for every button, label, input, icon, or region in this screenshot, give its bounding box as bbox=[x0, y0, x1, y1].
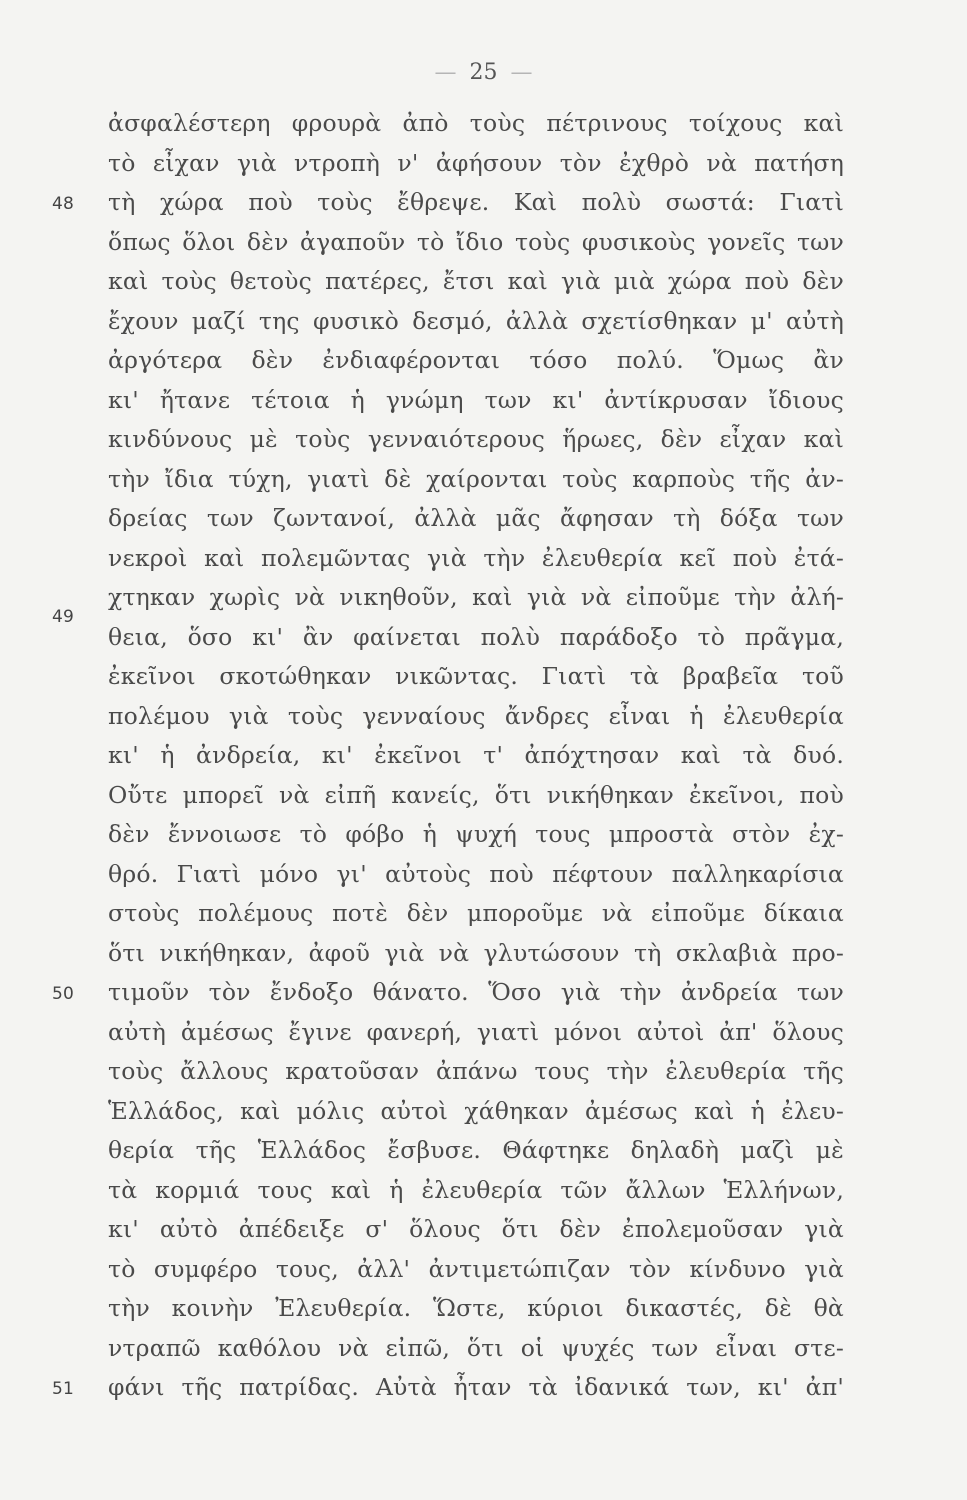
text-line bbox=[108, 1131, 844, 1171]
text-line bbox=[108, 104, 844, 144]
margin-number: 49 bbox=[52, 606, 75, 627]
line-text: δὲν ἔννοιωσε τὸ φόβο ἡ ψυχή τους μπροστὰ στὸν ἐχ- bbox=[108, 820, 844, 848]
text-line bbox=[108, 499, 844, 539]
line-text: θερία τῆς Ἑλλάδος ἔσβυσε. Θάφτηκε δηλαδὴ μαζὶ μὲ bbox=[108, 1136, 844, 1164]
line-text: κι' αὐτὸ ἀπέδειξε σ' ὅλους ὅτι δὲν ἐπολεμοῦσαν γιὰ bbox=[108, 1215, 844, 1243]
line-text: δρείας των ζωντανοί, ἀλλὰ μᾶς ἄφησαν τὴ δόξα των bbox=[108, 504, 844, 532]
line-text: τὴ χώρα ποὺ τοὺς ἔθρεψε. Καὶ πολὺ σωστά: Γιατὶ bbox=[108, 188, 844, 216]
text-line bbox=[108, 460, 844, 500]
line-text: ντραπῶ καθόλου νὰ εἰπῶ, ὅτι οἱ ψυχές των εἶναι στε- bbox=[108, 1333, 844, 1362]
line-text: Οὔτε μπορεῖ νὰ εἰπῆ κανείς, ὅτι νικήθηκαν ἐκεῖνοι, ποὺ bbox=[108, 780, 844, 809]
line-text: κι' ἤτανε τέτοια ἡ γνώμη των κι' ἀντίκρυσαν ἴδιους bbox=[108, 385, 844, 414]
line-text: ὅπως ὅλοι δὲν ἀγαποῦν τὸ ἴδιο τοὺς φυσικοὺς γονεῖς των bbox=[108, 227, 844, 256]
line-text: τὴν ἴδια τύχη, γιατὶ δὲ χαίρονται τοὺς καρποὺς τῆς ἀν- bbox=[108, 464, 844, 493]
line-text: Ἑλλάδος, καὶ μόλις αὐτοὶ χάθηκαν ἀμέσως καὶ ἡ ἐλευ- bbox=[108, 1096, 844, 1125]
text-line bbox=[108, 341, 844, 381]
line-text: ἔχουν μαζί της φυσικὸ δεσμό, ἀλλὰ σχετίσθηκαν μ' αὐτὴ bbox=[108, 306, 844, 335]
text-line bbox=[108, 736, 844, 776]
line-text: τὴν κοινὴν Ἐλευθερία. Ὥστε, κύριοι δικαστές, δὲ θὰ bbox=[108, 1294, 844, 1322]
line-text: θρό. Γιατὶ μόνο γι' αὐτοὺς ποὺ πέφτουν παλληκαρίσια bbox=[108, 859, 844, 888]
line-text: θεια, ὅσο κι' ἂν φαίνεται πολὺ παράδοξο τὸ πρᾶγμα, bbox=[108, 622, 844, 651]
text-line bbox=[108, 776, 844, 816]
line-text: ἀργότερα δὲν ἐνδιαφέρονται τόσο πολύ. Ὅμως ἂν bbox=[108, 346, 844, 374]
text-line bbox=[108, 1013, 844, 1053]
line-text: κινδύνους μὲ τοὺς γενναιότερους ἥρωες, δὲν εἶχαν καὶ bbox=[108, 425, 844, 453]
line-text: τοὺς ἄλλους κρατοῦσαν ἀπάνω τους τὴν ἐλευθερία τῆς bbox=[108, 1057, 844, 1085]
header-dash-left: — bbox=[434, 60, 457, 85]
margin-number: 51 bbox=[52, 1379, 75, 1399]
text-line bbox=[108, 144, 844, 184]
line-text: τὸ συμφέρο τους, ἀλλ' ἀντιμετώπιζαν τὸν κίνδυνο γιὰ bbox=[108, 1254, 844, 1283]
text-line bbox=[108, 539, 844, 579]
line-text: τὸ εἶχαν γιὰ ντροπὴ ν' ἀφήσουν τὸν ἐχθρὸ νὰ πατήση bbox=[108, 148, 844, 177]
text-line bbox=[108, 894, 844, 934]
text-line bbox=[52, 183, 844, 223]
text-line bbox=[108, 223, 844, 263]
margin-number: 50 bbox=[52, 984, 75, 1004]
line-text: νεκροὶ καὶ πολεμῶντας γιὰ τὴν ἐλευθερία κεῖ ποὺ ἐτά- bbox=[108, 543, 844, 572]
text-line bbox=[108, 1329, 844, 1369]
text-line bbox=[108, 934, 844, 974]
text-line bbox=[108, 855, 844, 895]
text-line bbox=[108, 1250, 844, 1290]
line-text: τιμοῦν τὸν ἔνδοξο θάνατο. Ὅσο γιὰ τὴν ἀνδρεία των bbox=[108, 978, 844, 1006]
line-text: στοὺς πολέμους ποτὲ δὲν μποροῦμε νὰ εἰποῦμε δίκαια bbox=[108, 899, 844, 927]
line-text: ὅτι νικήθηκαν, ἀφοῦ γιὰ νὰ γλυτώσουν τὴ σκλαβιὰ προ- bbox=[108, 938, 844, 967]
text-line bbox=[108, 578, 844, 618]
line-text: ἐκεῖνοι σκοτώθηκαν νικῶντας. Γιατὶ τὰ βραβεῖα τοῦ bbox=[108, 662, 844, 690]
text-line bbox=[108, 1210, 844, 1250]
text-line bbox=[52, 973, 844, 1013]
text-line bbox=[108, 1289, 844, 1329]
page-header bbox=[0, 60, 967, 85]
text-line bbox=[108, 262, 844, 302]
text-line bbox=[108, 697, 844, 737]
line-text: αὐτὴ ἀμέσως ἔγινε φανερή, γιατὶ μόνοι αὐτοὶ ἀπ' ὅλους bbox=[108, 1017, 844, 1046]
line-text: καὶ τοὺς θετοὺς πατέρες, ἔτσι καὶ γιὰ μιὰ χώρα ποὺ δὲν bbox=[108, 267, 844, 295]
body-text bbox=[52, 104, 844, 1408]
text-line bbox=[108, 815, 844, 855]
header-dash-right: — bbox=[510, 60, 533, 85]
margin-number: 48 bbox=[52, 194, 75, 214]
text-line bbox=[108, 420, 844, 460]
text-line bbox=[52, 606, 844, 658]
line-text: τὰ κορμιά τους καὶ ἡ ἐλευθερία τῶν ἄλλων Ἑλλήνων, bbox=[108, 1175, 844, 1204]
text-line bbox=[108, 1052, 844, 1092]
line-text: ἀσφαλέστερη φρουρὰ ἀπὸ τοὺς πέτρινους τοίχους καὶ bbox=[108, 109, 844, 137]
text-line bbox=[108, 302, 844, 342]
line-text: φάνι τῆς πατρίδας. Αὐτὰ ἦταν τὰ ἰδανικά των, κι' ἀπ' bbox=[108, 1373, 844, 1401]
line-text: κι' ἡ ἀνδρεία, κι' ἐκεῖνοι τ' ἀπόχτησαν καὶ τὰ δυό. bbox=[108, 741, 844, 769]
line-text: χτηκαν χωρὶς νὰ νικηθοῦν, καὶ γιὰ νὰ εἰποῦμε τὴν ἀλή- bbox=[108, 583, 844, 611]
text-line bbox=[108, 657, 844, 697]
text-line bbox=[52, 1368, 844, 1408]
text-line bbox=[108, 1171, 844, 1211]
text-line bbox=[108, 1092, 844, 1132]
line-text: πολέμου γιὰ τοὺς γενναίους ἄνδρες εἶναι ἡ ἐλευθερία bbox=[108, 701, 844, 730]
text-line bbox=[108, 381, 844, 421]
page-number: 25 bbox=[469, 60, 498, 85]
